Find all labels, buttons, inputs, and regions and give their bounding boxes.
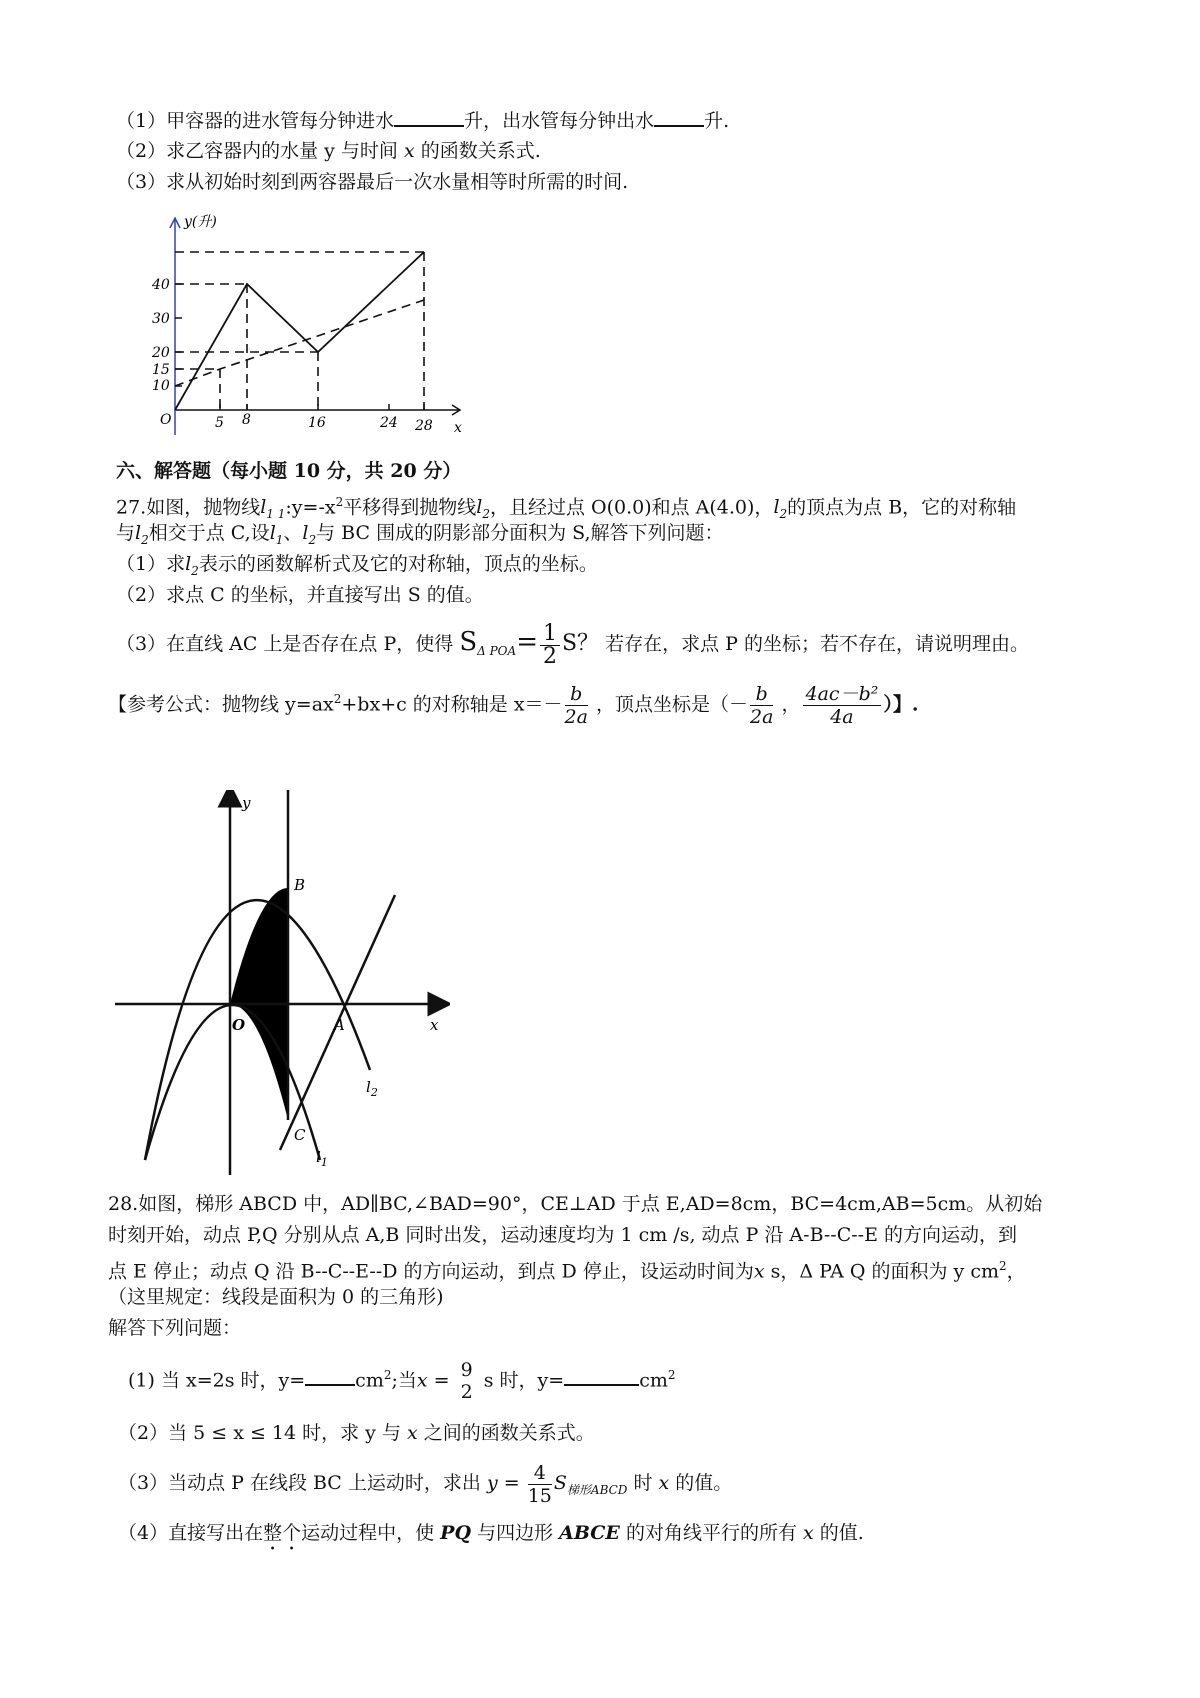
l2-symbol: $l_2$	[773, 496, 788, 522]
q27-text: 与 BC 围成的阴影部分面积为 S,解答下列问题：	[316, 522, 724, 544]
area-symbol: S	[553, 1472, 567, 1494]
area-symbol-s: S？	[561, 631, 600, 656]
quadrilateral-abce: ABCE	[559, 1522, 620, 1544]
exp-2: 2	[333, 692, 342, 706]
fraction-denominator: 4a	[830, 705, 854, 728]
ref-text: ，	[781, 693, 801, 716]
q26-part2-text-a: （2）求乙容器内的水量 y 与时间	[116, 140, 398, 162]
ref-text: +bx+c 的对称轴是 x＝－	[341, 693, 563, 716]
point-b-label: B	[294, 876, 306, 894]
l2-symbol: $l_2$	[302, 522, 317, 547]
q28-part3	[118, 1458, 732, 1515]
x-tick-label: 24	[380, 415, 398, 431]
q28-line3	[108, 1253, 1026, 1284]
fraction-denominator: 2	[460, 1381, 473, 1404]
q28-text: s，Δ PA Q 的面积为 y cm	[770, 1260, 999, 1283]
q28-blank-2[interactable]	[564, 1366, 639, 1386]
point-o-label: O	[232, 1016, 246, 1034]
q27-text: ，且经过点 O(0.0)和点 A(4.0)，	[489, 496, 774, 519]
q28-line5: 解答下列问题：	[108, 1317, 242, 1339]
fraction-denominator: 15	[527, 1484, 552, 1507]
l1-symbol: $l_1$	[269, 522, 284, 547]
var-x: x	[658, 1472, 670, 1494]
area-symbol: S	[459, 627, 478, 657]
q27-text: （1）求	[116, 553, 186, 575]
q28-text: 与四边形	[477, 1522, 554, 1544]
q28-text: (1) 当 x=2s 时，y=	[128, 1369, 306, 1392]
q27-text: 、	[283, 522, 303, 544]
q28-text: （4）直接写出在	[118, 1522, 264, 1544]
var-x: x	[803, 1522, 814, 1544]
q28-text: 之间的函数关系式。	[423, 1422, 595, 1444]
q26-part2-var-x: x	[403, 140, 415, 162]
fraction-numerator: b	[565, 683, 588, 706]
x-tick-label: 16	[308, 415, 326, 431]
q26-part1-text-a: （1）甲容器的进水管每分钟进水	[116, 110, 395, 132]
water-volume-graph	[140, 210, 480, 450]
l1-label: $l_1$	[316, 1148, 328, 1169]
ref-text: ）】.	[883, 693, 919, 716]
exp-2: 2	[335, 495, 344, 509]
triangle-subscript: Δ POA	[477, 643, 517, 658]
fraction-one-half	[540, 620, 560, 669]
q27-text: 与	[116, 522, 136, 544]
q28-text: cm	[639, 1369, 668, 1392]
l2-symbol: $l_2$	[135, 522, 149, 547]
var-x: x	[753, 1260, 765, 1283]
q27-text: 平移得到抛物线	[343, 496, 477, 519]
fraction-nine-halves	[458, 1359, 476, 1403]
q28-text: 的值.	[819, 1522, 864, 1544]
q28-line4: （这里规定：线段是面积为 0 的三角形)	[108, 1286, 444, 1308]
l1-symbol: $l_{1 1}$	[260, 496, 286, 522]
q26-part1-text-c: 升.	[704, 110, 730, 132]
q27-text: 相交于点 C,设	[148, 522, 270, 544]
segment-pq: PQ	[440, 1522, 472, 1544]
y-tick-label: 10	[152, 378, 170, 394]
q27-part2	[116, 582, 484, 608]
q26-part2	[116, 138, 541, 164]
q27-text: :y=-x	[285, 496, 336, 519]
x-tick-label: 8	[242, 412, 251, 428]
q26-blank-2[interactable]	[654, 107, 704, 127]
exp-2: 2	[667, 1368, 676, 1382]
emphasized-word: 整个	[263, 1522, 302, 1544]
l2-symbol: $l_2$	[476, 496, 490, 522]
section-heading: 六、解答题（每小题 10 分，共 20 分）	[116, 460, 462, 482]
var-y: y =	[486, 1472, 520, 1494]
x-tick-label: 5	[215, 415, 224, 431]
y-tick-label: 20	[152, 345, 170, 361]
exp-2: 2	[999, 1259, 1007, 1273]
y-axis-label: y	[242, 794, 251, 812]
q28-text: 点 E 停止；动点 Q 沿 B--C--E--D 的方向运动，到点 D 停止，设运动时间为	[108, 1260, 754, 1283]
ref-text: 【参考公式：抛物线 y=ax	[108, 693, 334, 716]
q28-text: （3）当动点 P 在线段 BC 上运动时，求出	[118, 1472, 481, 1494]
q26-blank-1[interactable]	[394, 107, 464, 127]
q26-part3	[116, 169, 628, 195]
q27-text: （2）求点 C 的坐标，并直接写出 S 的值。	[116, 584, 484, 606]
fraction-denominator: 2a	[564, 705, 588, 728]
fraction-numerator: 9	[460, 1359, 473, 1382]
fraction-b-2a	[750, 683, 773, 728]
q28-line1: 28.如图，梯形 ABCD 中，AD∥BC,∠BAD=90°，CE⊥AD 于点 E,AD=8cm，BC=4cm,AB=5cm。从初始	[108, 1193, 1043, 1215]
x-tick-label: 28	[415, 418, 433, 434]
fraction-denominator: 2a	[750, 705, 774, 728]
q27-text: 的顶点为点 B，它的对称轴	[787, 496, 1017, 519]
y-tick-label: 15	[152, 362, 170, 378]
q28-text: s 时，y=	[483, 1369, 565, 1392]
q28-text: ;当	[391, 1369, 417, 1392]
fraction-numerator: 4	[528, 1462, 552, 1485]
q28-text: 的值。	[675, 1472, 733, 1494]
q26-part1	[116, 107, 729, 134]
var-x: x =	[416, 1369, 450, 1392]
q28-text: （2）当 5 ≤ x ≤ 14 时，求 y 与	[118, 1422, 401, 1444]
exp-2: 2	[383, 1368, 392, 1382]
fraction-b-2a	[565, 683, 588, 728]
q28-part4	[118, 1520, 864, 1555]
q27-line2	[116, 520, 724, 553]
fraction-numerator: 1	[540, 623, 560, 646]
q28-text: ，	[1006, 1260, 1026, 1283]
q26-part1-text-b: 升，出水管每分钟出水	[464, 110, 655, 132]
q27-text: （3）在直线 AC 上是否存在点 P，使得	[116, 633, 454, 655]
q26-part2-text-c: 的函数关系式.	[420, 140, 541, 162]
fraction-numerator: b	[750, 683, 773, 706]
point-a-label: A	[334, 1016, 345, 1034]
l2-symbol: $l_2$	[185, 553, 199, 578]
q27-part1	[116, 551, 598, 584]
y-axis-label: y(升)	[184, 214, 217, 230]
q27-part3	[116, 620, 1029, 673]
origin-label: O	[160, 412, 172, 428]
x-axis-label: x	[454, 420, 462, 436]
q27-text: 27.如图，抛物线	[116, 496, 261, 519]
equals-sign: =	[516, 627, 538, 657]
q28-blank-1[interactable]	[305, 1366, 355, 1386]
q28-line2: 时刻开始，动点 P,Q 分别从点 A,B 同时出发，运动速度均为 1 cm /s, 动点 P 沿 A-B--C--E 的方向运动，到	[108, 1224, 1018, 1246]
q27-text: 表示的函数解析式及它的对称轴，顶点的坐标。	[198, 553, 598, 575]
ref-text: ，顶点坐标是（－	[596, 693, 749, 716]
q28-text: 运动过程中，使	[301, 1522, 435, 1544]
l2-label: $l_2$	[366, 1078, 378, 1099]
q28-part1	[128, 1352, 676, 1403]
q26-part3-text: （3）求从初始时刻到两容器最后一次水量相等时所需的时间.	[116, 171, 629, 193]
q28-text: 时	[633, 1472, 653, 1494]
var-x: x	[407, 1422, 418, 1444]
container-a-line	[175, 252, 424, 410]
x-axis-label: x	[430, 1016, 439, 1034]
q27-text: 若存在，求点 P 的坐标；若不存在，请说明理由。	[605, 633, 1029, 655]
trapezoid-subscript: 梯形ABCD	[566, 1482, 628, 1497]
q27-reference-formula	[108, 675, 918, 728]
parabola-graph	[110, 790, 450, 1180]
fraction-denominator: 2	[542, 643, 557, 669]
fraction-four-fifteenths	[528, 1462, 552, 1507]
y-tick-label: 30	[152, 311, 170, 327]
q28-part2	[118, 1420, 595, 1446]
fraction-numerator: 4ac－b²	[803, 683, 882, 706]
y-tick-label: 40	[152, 277, 170, 293]
fraction-vertex-y	[803, 683, 882, 728]
q28-text: cm	[355, 1369, 384, 1392]
point-c-label: C	[294, 1126, 306, 1144]
q28-text: 的对角线平行的所有	[625, 1522, 797, 1544]
